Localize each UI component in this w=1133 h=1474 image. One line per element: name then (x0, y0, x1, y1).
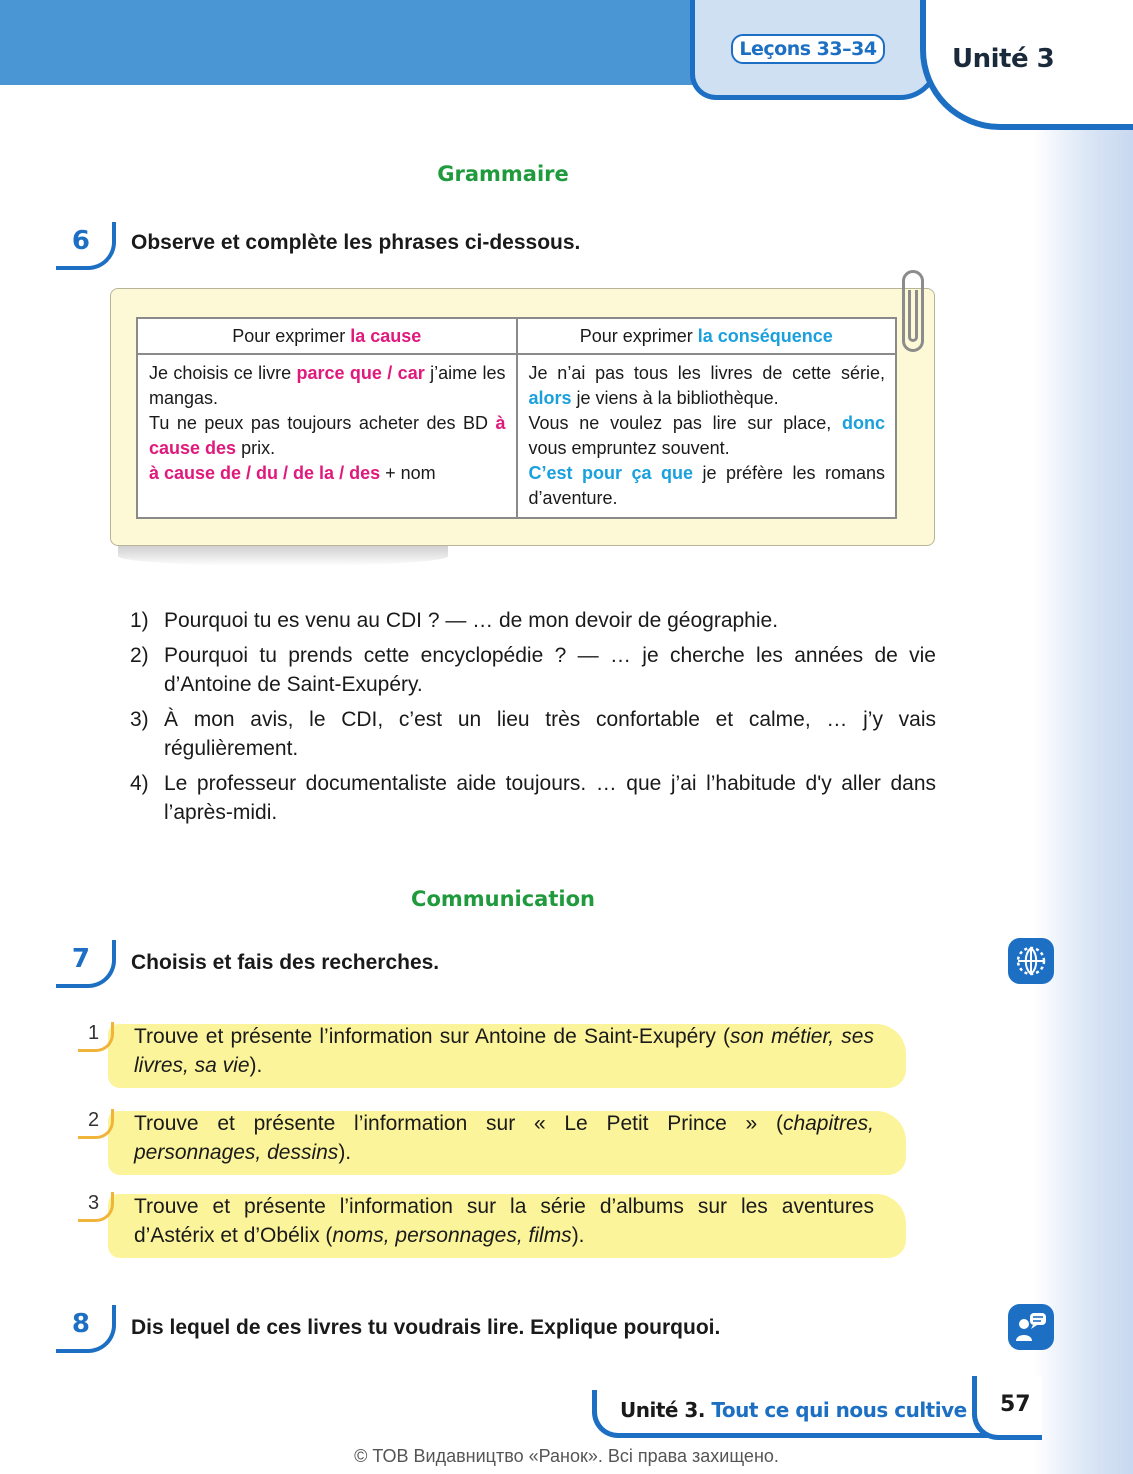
task-number: 1 (88, 1022, 100, 1044)
speech-bubble-person-icon (1008, 1304, 1054, 1350)
box-shadow (118, 546, 448, 566)
copyright: © ТОВ Видавництво «Ранок». Всі права захищено. (354, 1446, 779, 1466)
exercise-8-instruction: Dis lequel de ces livres tu voudrais lire. Explique pourquoi. (131, 1316, 721, 1339)
consequence-keyword: la conséquence (697, 325, 833, 346)
paperclip-inner (908, 290, 918, 342)
cause-keyword: la cause (350, 325, 422, 346)
consequence-cell (517, 354, 897, 518)
task-number: 2 (88, 1109, 100, 1131)
lecons-tab (690, 0, 940, 100)
speech-bubble-person-icon-svg (1013, 1309, 1049, 1345)
exercise-number-8 (56, 1305, 116, 1353)
section-title-communication: Communication (411, 887, 595, 911)
footer-unit-title: Unité 3. Tout ce qui nous cultive (620, 1398, 967, 1422)
globe-icon-svg (1014, 944, 1048, 978)
list-item: 1) Pourquoi tu es venu au CDI ? — … de mon devoir de géographie. (130, 609, 779, 632)
task-text: Trouve et présente l’information sur « Le Petit Prince » (chapitres, personnages, dessins). (134, 1112, 874, 1164)
consequence-example-2: Vous ne voulez pas lire sur place, donc vous empruntez souvent. (528, 413, 885, 458)
consequence-example-1: Je n’ai pas tous les livres de cette série, alors je viens à la bibliothèque. (528, 363, 885, 408)
cause-example-1: Je choisis ce livre parce que / car j’aime les mangas. (149, 363, 506, 408)
task-number: 3 (88, 1192, 100, 1214)
cause-rule: à cause de / du / de la / des + nom (149, 463, 436, 483)
table-header-consequence: Pour exprimer la conséquence (517, 318, 897, 354)
globe-icon (1008, 938, 1054, 984)
grammar-table (136, 317, 897, 519)
table-header-cause: Pour exprimer la cause (137, 318, 517, 354)
cause-example-2: Tu ne peux pas toujours acheter des BD à cause des prix. (149, 413, 506, 458)
question-list (130, 606, 936, 833)
page-number: 57 (1000, 1392, 1031, 1417)
section-title-grammaire: Grammaire (437, 162, 569, 186)
exercise-6-instruction: Observe et complète les phrases ci-dessous. (131, 231, 581, 254)
side-gradient (1033, 0, 1133, 1474)
list-item: 4) Le professeur documentaliste aide toujours. … que j’ai l’habitude d'y aller dans l’après-midi. (130, 772, 936, 824)
list-item: 2) Pourquoi tu prends cette encyclopédie ? — … je cherche les années de vie d’Antoine de Saint-Exupéry. (130, 644, 936, 696)
cause-cell (137, 354, 517, 518)
list-item: 3) À mon avis, le CDI, c’est un lieu très confortable et calme, … j’y vais régulièrement. (130, 708, 936, 760)
task-text: Trouve et présente l’information sur Antoine de Saint-Exupéry (son métier, ses livres, sa vie). (134, 1025, 874, 1077)
task-text: Trouve et présente l’information sur la série d’albums sur les aventures d’Astérix et d’Obélix (noms, personnages, films). (134, 1195, 874, 1247)
exercise-number: 6 (71, 226, 90, 256)
exercise-7-instruction: Choisis et fais des recherches. (131, 951, 440, 974)
lecons-label: Leçons 33–34 (731, 34, 885, 64)
consequence-example-3: C’est pour ça que je préfère les romans d’aventure. (528, 463, 885, 508)
exercise-number-6 (56, 222, 116, 270)
unite-tab (920, 0, 1133, 130)
exercise-number: 8 (71, 1309, 90, 1339)
unite-label: Unité 3 (952, 44, 1055, 74)
exercise-number-7 (56, 940, 116, 988)
top-band (0, 0, 700, 85)
exercise-number: 7 (71, 944, 90, 974)
footer-tab (592, 1370, 1042, 1440)
